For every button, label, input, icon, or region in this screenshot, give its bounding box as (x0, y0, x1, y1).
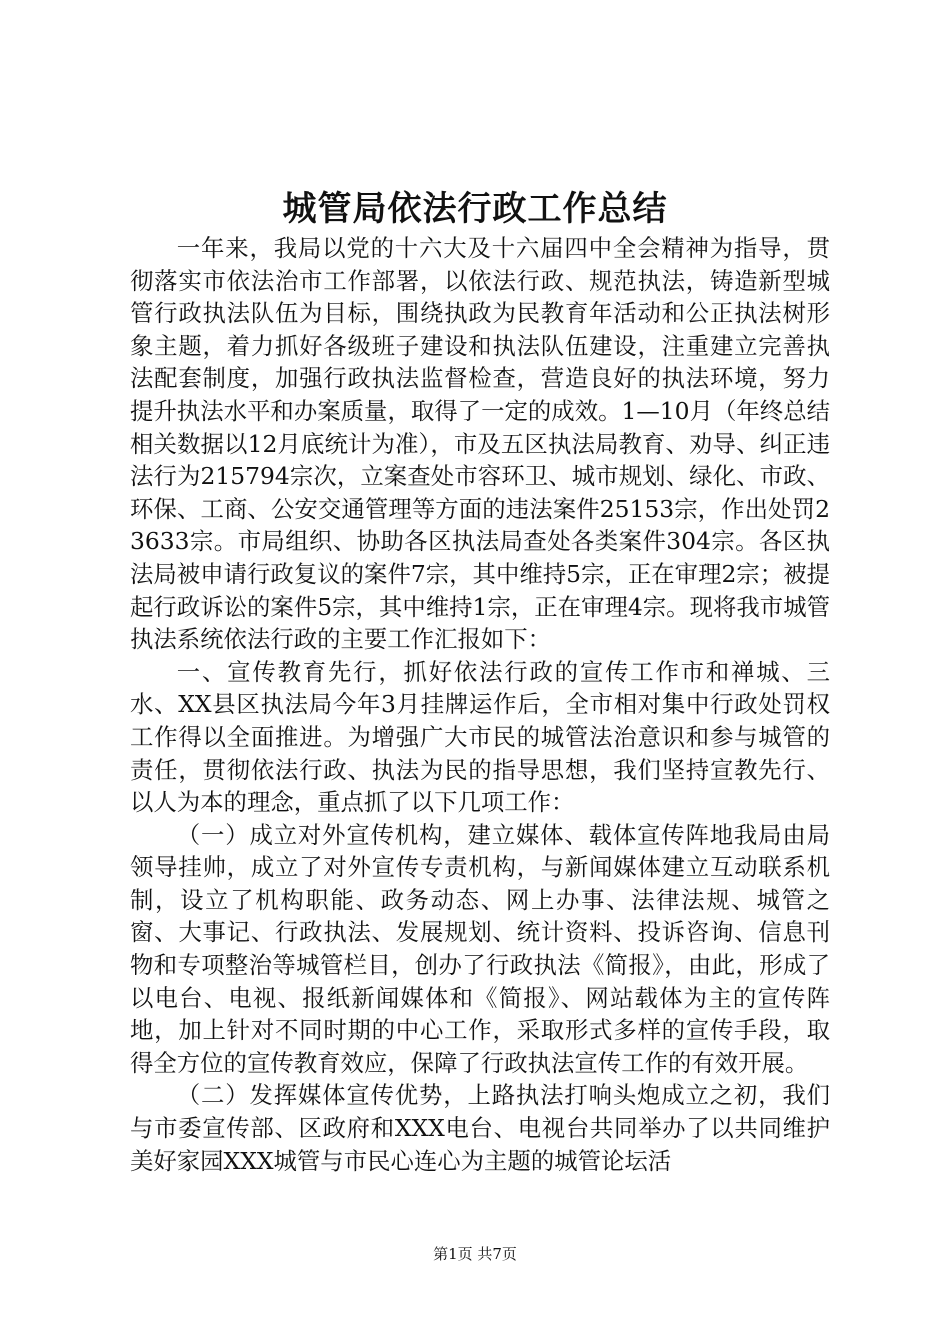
paragraph-intro: 一年来，我局以党的十六大及十六届四中全会精神为指导，贯彻落实市依法治市工作部署，以依法行政、规范执法，铸造新型城管行政执法队伍为目标，围绕执政为民教育年活动和公正执法树形象主题，着力抓好各级班子建设和执法队伍建设，注重建立完善执法配套制度，加强行政执法监督检查，营造良好的执法环境，努力提升执法水平和办案质量，取得了一定的成效。1—10月（年终总结相关数据以12月底统计为准），市及五区执法局教育、劝导、纠正违法行为215794宗次，立案查处市容环卫、城市规划、绿化、市政、环保、工商、公安交通管理等方面的违法案件25153宗，作出处罚23633宗。市局组织、协助各区执法局查处各类案件304宗。各区执法局被申请行政复议的案件7宗，其中维持5宗，正在审理2宗；被提起行政诉讼的案件5宗，其中维持1宗，正在审理4宗。现将我市城管执法系统依法行政的主要工作汇报如下： (130, 234, 830, 654)
page-number-footer: 第1页 共7页 (433, 1245, 517, 1263)
paragraph-section-one: 一、宣传教育先行，抓好依法行政的宣传工作市和禅城、三水、XX县区执法局今年3月挂牌运作后，全市相对集中行政处罚权工作得以全面推进。为增强广大市民的城管法治意识和参与城管的责任，贯彻依法行政、执法为民的指导思想，我们坚持宣教先行、以人为本的理念，重点抓了以下几项工作： (130, 657, 830, 817)
paragraph-subsection-two: （二）发挥媒体宣传优势，上路执法打响头炮成立之初，我们与市委宣传部、区政府和XXX电台、电视台共同举办了以共同维护美好家园XXX城管与市民心连心为主题的城管论坛活 (130, 1081, 830, 1175)
document-body (130, 232, 830, 1177)
document-title: 城管局依法行政工作总结 (282, 189, 668, 229)
paragraph-subsection-one: （一）成立对外宣传机构，建立媒体、载体宣传阵地我局由局领导挂帅，成立了对外宣传专责机构，与新闻媒体建立互动联系机制，设立了机构职能、政务动态、网上办事、法律法规、城管之窗、大事记、行政执法、发展规划、统计资料、投诉咨询、信息刊物和专项整治等城管栏目，创办了行政执法《简报》，由此，形成了以电台、电视、报纸新闻媒体和《简报》、网站载体为主的宣传阵地，加上针对不同时期的中心工作，采取形式多样的宣传手段，取得全方位的宣传教育效应，保障了行政执法宣传工作的有效开展。 (130, 820, 830, 1077)
